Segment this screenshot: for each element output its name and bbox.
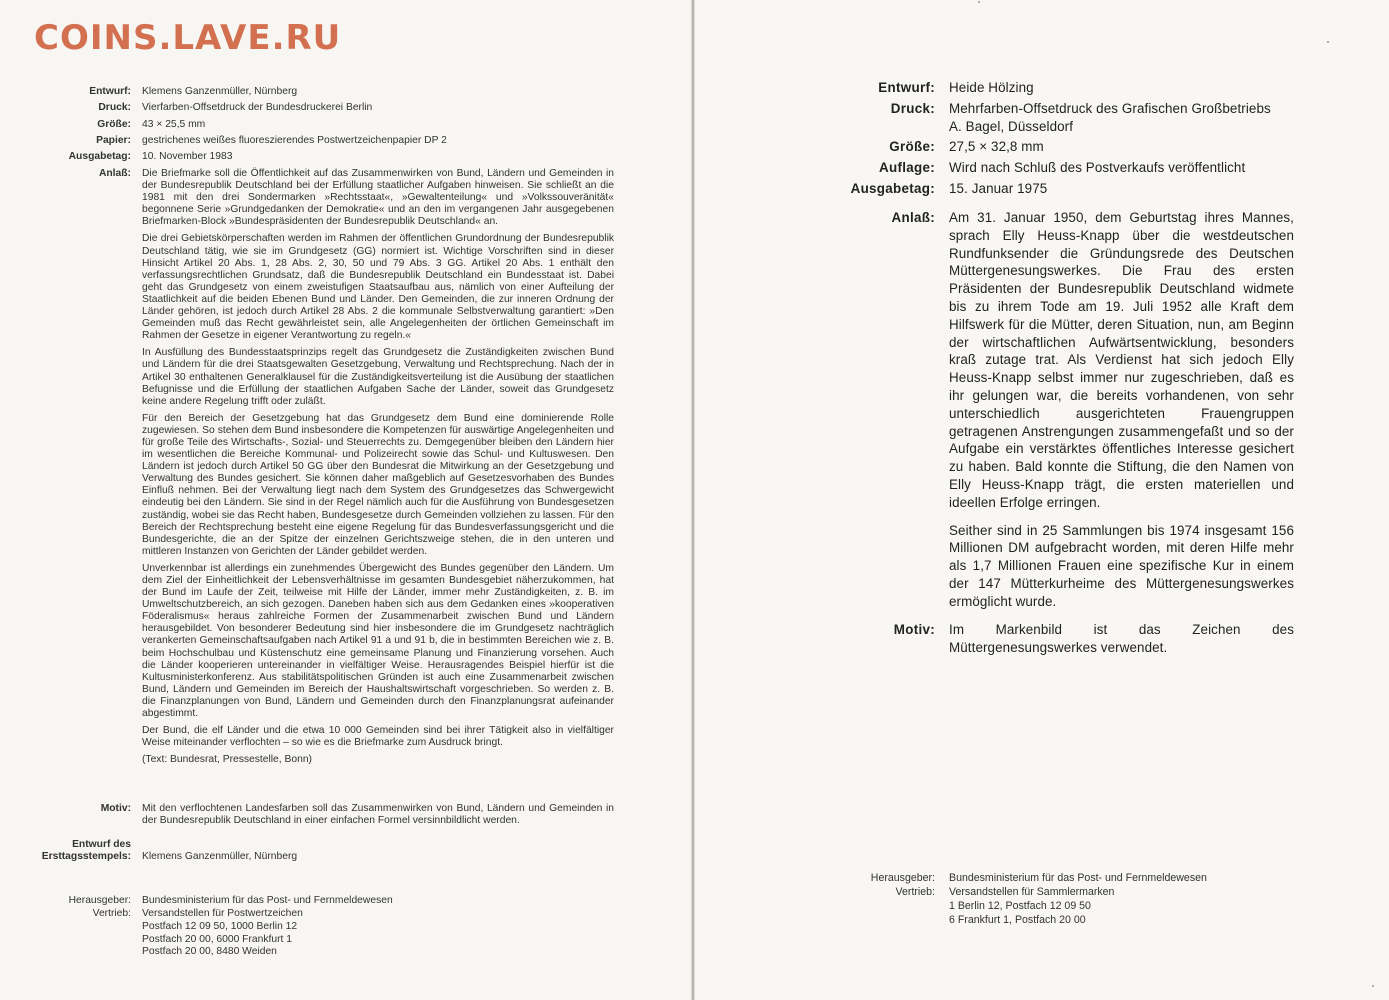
left-anlass-text (142, 168, 614, 766)
left-stempel-row (0, 839, 614, 863)
left-anlass-paragraph: In Ausfüllung des Bundesstaatsprinzips regelt das Grundgesetz die Zuständigkeiten zwischen Bund und Ländern für die drei Staatsgewalten Gesetzgebung, Verwaltung und Rechtsprechung. Nach der in Artikel 30 enthaltenen Generalklausel für die Zuständigkeitsverteilung ist die Ausübung der staatlichen Befugnisse und die Erfüllung der staatlichen Aufgaben Sache der Länder, soweit das Grundgesetz keine andere Regelung trifft oder zuläßt. (142, 347, 614, 407)
left-papier-label: Papier: (96, 135, 131, 146)
right-herausgeber-row (694, 871, 1207, 885)
right-druck-line: A. Bagel, Düsseldorf (949, 118, 1074, 134)
left-anlass-paragraph: Die Briefmarke soll die Öffentlichkeit auf das Zusammenwirken von Bund, Ländern und Gemeinden in der Bundesrepublik Deutschland bei der Erfüllung staatlicher Aufgaben hinweisen. Sie schließt an die 1981 mit den drei Sondermarken »Rechtsstaat«, »Gewaltenteilung« und »Volkssouveränität« begonnene Serie »Grundgedanken der Demokratie« und an den im vergangenen Jahr ausgegebenen Briefmarken-Block »Bundespräsidenten der Bundesrepublik Deutschland« an. (142, 168, 614, 228)
left-stempel-value: Klemens Ganzenmüller, Nürnberg (142, 851, 298, 862)
left-ausgabetag-value: 10. November 1983 (142, 151, 233, 162)
right-anlass-row (694, 209, 1294, 611)
right-anlass-label: Anlaß: (891, 210, 935, 225)
right-groesse-label: Größe: (889, 139, 935, 154)
right-auflage-value: Wird nach Schluß des Postverkaufs veröffentlicht (949, 160, 1246, 175)
left-ausgabetag-label: Ausgabetag: (68, 151, 131, 162)
left-groesse-row (0, 119, 614, 131)
right-vertrieb-line: 6 Frankfurt 1, Postfach 20 00 (949, 914, 1086, 926)
left-motiv-row (0, 803, 614, 827)
left-druck-label: Druck: (98, 102, 131, 113)
right-anlass-paragraph: Am 31. Januar 1950, dem Geburtstag ihres Mannes, sprach Elly Heuss-Knapp über die westdeutschen Rundfunksender die Gründungsrede des Deutschen Müttergenesungswerkes. Die Frau des ersten Präsidenten der Bundesrepublik Deutschland widmete bis zu ihrem Tode am 19. Juli 1952 alle Kraft dem Hilfswerk für die Mütter, deren Situation, nun, am Beginn der wirtschaftlichen Aufwärtsentwicklung, besonders kraß zutage trat. Als Verdienst hat sich jedoch Elly Heuss-Knapp selbst immer nur zugeschrieben, daß es ihr gelungen war, die bereits vorhandenen, von sehr unterschiedlich ausgerichteten Frauengruppen getragenen Anstrengungen zusammengefaßt und so der Aufgabe ein verstärktes öffentliches Interesse gesichert zu haben. Bald konnte die Stiftung, die den Namen von Elly Heuss-Knapp trägt, die ersten materiellen und ideellen Erfolge erringen. (949, 210, 1294, 510)
right-ausgabetag-value: 15. Januar 1975 (949, 181, 1048, 196)
right-herausgeber-label: Herausgeber: (870, 872, 935, 884)
left-papier-row (0, 135, 614, 147)
left-anlass-paragraph: Der Bund, die elf Länder und die etwa 10 000 Gemeinden sind bei ihrer Tätigkeit also in vielfältiger Weise miteinander verflochten – so wie es die Briefmarke zum Ausdruck bringt. (142, 725, 614, 749)
scan-speck (978, 1, 980, 3)
left-anlass-label: Anlaß: (98, 168, 131, 179)
right-herausgeber-value: Bundesministerium für das Post- und Fernmeldewesen (949, 872, 1207, 884)
right-auflage-label: Auflage: (879, 160, 935, 175)
right-ausgabetag-label: Ausgabetag: (850, 181, 935, 196)
left-vertrieb-line: Postfach 20 00, 6000 Frankfurt 1 (142, 933, 292, 945)
right-motiv-value (949, 621, 1294, 657)
left-stempel-label-line: Ersttagsstempels: (41, 851, 131, 863)
scan-speck (1372, 985, 1374, 987)
left-vertrieb-line: Postfach 20 00, 8480 Weiden (142, 946, 277, 958)
watermark: COINS.LAVE.RU (34, 18, 342, 58)
right-auflage-row (694, 159, 1294, 177)
right-groesse-value: 27,5 × 32,8 mm (949, 139, 1044, 154)
left-entwurf-value: Klemens Ganzenmüller, Nürnberg (142, 86, 298, 97)
right-vertrieb-line: Versandstellen für Sammlermarken (949, 886, 1115, 898)
left-groesse-value: 43 × 25,5 mm (142, 119, 206, 130)
left-vertrieb-line: Versandstellen für Postwertzeichen (142, 908, 303, 919)
left-entwurf-row (0, 86, 614, 98)
left-motiv-text: Mit den verflochtenen Landesfarben soll das Zusammenwirken von Bund, Ländern und Gemeinden in der Bundesrepublik Deutschland in einer einfachen Formel versinnbildlicht werden. (142, 803, 614, 827)
right-groesse-row (694, 138, 1294, 156)
left-anlass-source: (Text: Bundesrat, Pressestelle, Bonn) (142, 754, 312, 766)
left-druck-value: Vierfarben-Offsetdruck der Bundesdruckerei Berlin (142, 102, 373, 113)
left-vertrieb-row (0, 908, 303, 959)
left-anlass-paragraph: Unverkennbar ist allerdings ein zunehmendes Übergewicht des Bundes gegenüber den Ländern. Um dem Ziel der Einheitlichkeit der Lebensverhältnisse im gesamten Bundesgebiet näherzukommen, hat der Bund im Laufe der Zeit, teilweise mit Hilfe der Länder, immer mehr Zuständigkeiten, z. B. im Umweltschutzbereich, an sich gezogen. Daneben haben sich aus dem Gedanken eines »kooperativen Föderalismus« heraus zahlreiche Formen der Zusammenarbeit zwischen Bund und Ländern herausgebildet. Von besonderer Bedeutung sind hier insbesondere die im Grundgesetz nachträglich verankerten Gemeinschaftsaufgaben nach Artikel 91 a und 91 b, die in bestimmten Bereichen wie z. B. beim Hochschulbau und Küstenschutz eine gemeinsame Planung und Finanzierung vorsehen. Auch die Länder kooperieren untereinander in vielfältiger Weise. Herausragendes Beispiel hierfür ist die Kultusministerkonferenz. Aus stabilitätspolitischen Gründen ist auch eine Zusammenarbeit zwischen Bund, Ländern und Gemeinden im Bereich der Haushaltswirtschaft vorgeschrieben. So werden z. B. die Finanzplanungen von Bund, Ländern und Gemeinden durch den Finanzplanungsrat aufeinander abgestimmt. (142, 562, 614, 720)
right-druck-line: Mehrfarben-Offsetdruck des Grafischen Großbetriebs (949, 101, 1271, 116)
left-motiv-label: Motiv: (100, 803, 131, 814)
right-vertrieb-line: 1 Berlin 12, Postfach 12 09 50 (949, 900, 1091, 912)
left-herausgeber-row (0, 895, 393, 908)
left-anlass-paragraph: Für den Bereich der Gesetzgebung hat das Grundgesetz dem Bund eine dominierende Rolle zugewiesen. So stehen dem Bund insbesondere die Kompetenzen für auswärtige Angelegenheiten und für große Teile des Wirtschafts-, Sozial- und Steuerrechts zu. Demgegenüber bleiben den Ländern hier im wesentlichen die Bereiche Kommunal- und Polizeirecht sowie das Schul- und Kultuswesen. Den Ländern ist jedoch durch Artikel 50 GG über den Bundesrat die Mitwirkung an der Gesetzgebung und Verwaltung des Bundes gesichert. Sie können daher maßgeblich auf Gesetzesvorhaben des Bundes Einfluß nehmen. Bei der Verwaltung liegt nach dem System des Grundgesetzes das Schwergewicht eindeutig bei den Ländern. Sie sind in der Regel nämlich auch für die Ausführung von Bundesgesetzen zuständig, wobei sie das Recht haben, Bundesgesetze durch Gemeinden vollziehen zu lassen. Für den Bereich der Rechtsprechung besteht eine eigene Regelung für das Bundesverfassungsgericht und die Bundesgerichte, die an der Spitze der einzelnen Gerichtszweige stehen, die in den unteren und mittleren Instanzen von Gerichten der Länder gebildet werden. (142, 412, 614, 557)
left-stempel-label-line: Entwurf des (72, 839, 131, 850)
right-druck-row (694, 100, 1294, 136)
right-anlass-text (949, 209, 1294, 611)
left-vertrieb-line: Postfach 12 09 50, 1000 Berlin 12 (142, 920, 298, 932)
right-druck-value (949, 100, 1294, 136)
right-entwurf-row (694, 79, 1294, 97)
left-herausgeber-label: Herausgeber: (68, 895, 131, 906)
right-motiv-row (694, 621, 1294, 657)
right-entwurf-value: Heide Hölzing (949, 80, 1034, 95)
right-ausgabetag-row (694, 180, 1294, 198)
left-anlass-paragraph: Die drei Gebietskörperschaften werden im Rahmen der öffentlichen Grundordnung der Bundesrepublik Deutschland tätig, wie sie im Grundgesetz (GG) normiert ist. Wichtige Vorschriften sind in dieser Hinsicht Artikel 20 Abs. 1, 28 Abs. 2, 30, 50 und 79 Abs. 3 GG. Artikel 20 Abs. 1 enthält den verfassungsrechtlichen Grundsatz, daß die Bundesrepublik Deutschland ein Bundesstaat ist. Dabei geht das Grundgesetz von einem zweistufigen Staatsaufbau aus, nämlich von einer Aufteilung der Staatlichkeit auf die beiden Ebenen Bund und Länder. Den Gemeinden, die zur inneren Ordnung der Länder gehören, ist jedoch durch Artikel 28 Abs. 2 die kommunale Selbstverwaltung garantiert: »Den Gemeinden muß das Recht gewährleistet sein, alle Angelegenheiten der örtlichen Gemeinschaft im Rahmen der Gesetze in eigener Verantwortung zu regeln.« (142, 233, 614, 342)
left-herausgeber-value: Bundesministerium für das Post- und Fernmeldewesen (142, 895, 393, 906)
right-vertrieb-row (694, 885, 1114, 927)
left-papier-value: gestrichenes weißes fluoreszierendes Postwertzeichenpapier DP 2 (142, 135, 447, 146)
left-druck-row (0, 102, 614, 114)
right-motiv-label: Motiv: (893, 622, 935, 637)
left-groesse-label: Größe: (97, 119, 131, 130)
left-motiv-value (142, 803, 614, 827)
scan-speck (1327, 41, 1329, 43)
left-anlass-row (0, 168, 614, 766)
right-anlass-paragraph: Seither sind in 25 Sammlungen bis 1974 insgesamt 156 Millionen DM aufgebracht worden, mit deren Hilfe mehr als 1,7 Millionen Frauen eine spezifische Kur in einem der 147 Mütterkurheime des Müttergenesungswerkes ermöglicht wurde. (949, 522, 1294, 609)
right-vertrieb-value (949, 885, 1114, 927)
left-vertrieb-label: Vertrieb: (92, 908, 131, 919)
right-druck-label: Druck: (890, 101, 935, 116)
left-stempel-label (0, 839, 131, 863)
right-motiv-text: Im Markenbild ist das Zeichen des Müttergenesungswerkes verwendet. (949, 622, 1294, 655)
right-vertrieb-label: Vertrieb: (895, 886, 935, 898)
left-entwurf-label: Entwurf: (89, 86, 131, 97)
right-entwurf-label: Entwurf: (878, 80, 935, 95)
left-vertrieb-value (142, 908, 303, 959)
left-ausgabetag-row (0, 151, 614, 163)
